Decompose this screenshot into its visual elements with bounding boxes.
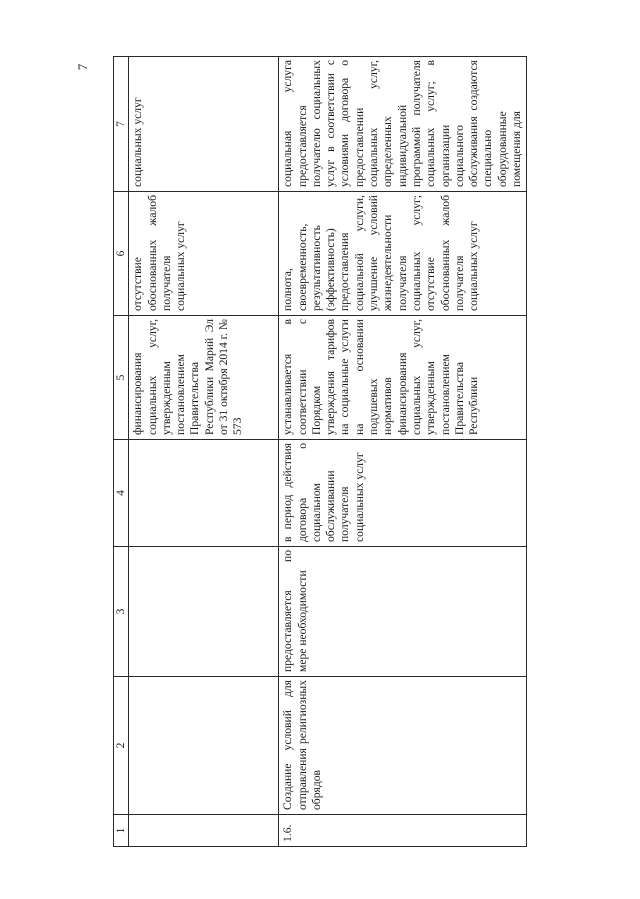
row-number-cell: 1.6. bbox=[279, 815, 527, 847]
column-number: 3 bbox=[114, 547, 129, 677]
indicators-cell: полнота, своевременность, результативность (эффективность) предоставления социальной услуги, улучшение условий жизнедеятельности получателя социальных услуг; отсутствие обоснованных жалоб получателя социальных услуг bbox=[279, 192, 527, 316]
column-number: 5 bbox=[114, 316, 129, 440]
column-number: 7 bbox=[114, 57, 129, 192]
period-cell: в период действия договора о социальном обслуживании получателя социальных услуг bbox=[279, 440, 527, 547]
page-number: 7 bbox=[75, 63, 90, 71]
cost-cell: устанавливается в соответствии с Порядком утверждения тарифов на социальные услуги на основании подушевых нормативов финансирования социальных услуг, утвержденным постановлением Правительства Республики bbox=[279, 316, 527, 440]
services-table bbox=[113, 56, 527, 847]
column-number-row bbox=[114, 57, 129, 847]
continuation-cell-1 bbox=[129, 815, 279, 847]
continuation-cell-3 bbox=[129, 547, 279, 677]
continuation-cell-2 bbox=[129, 677, 279, 815]
timing-cell: предоставляется по мере необходимости bbox=[279, 547, 527, 677]
column-number: 2 bbox=[114, 677, 129, 815]
continuation-indicators-cell: отсутствие обоснованных жалоб получателя социальных услуг bbox=[129, 192, 279, 316]
continuation-conditions-cell: социальных услуг bbox=[129, 57, 279, 192]
table-row bbox=[279, 57, 527, 847]
conditions-cell: социальная услуга предоставляется получателю социальных услуг в соответствии с условиями договора о предоставлении социальных услуг, определенных индивидуальной программой получателя социальных услуг; в организации социального обслуживания создаются специально оборудованные помещения для bbox=[279, 57, 527, 192]
rotated-table-sheet bbox=[113, 57, 568, 847]
column-number: 4 bbox=[114, 440, 129, 547]
column-number: 1 bbox=[114, 815, 129, 847]
continuation-cell-4 bbox=[129, 440, 279, 547]
service-name-cell: Создание условий для отправления религиозных обрядов bbox=[279, 677, 527, 815]
column-number: 6 bbox=[114, 192, 129, 316]
continuation-row bbox=[129, 57, 279, 847]
continuation-cost-cell: финансирования социальных услуг, утвержденным постановлением Правительства Республики Марий Эл от 31 октября 2014 г. № 573 bbox=[129, 316, 279, 440]
